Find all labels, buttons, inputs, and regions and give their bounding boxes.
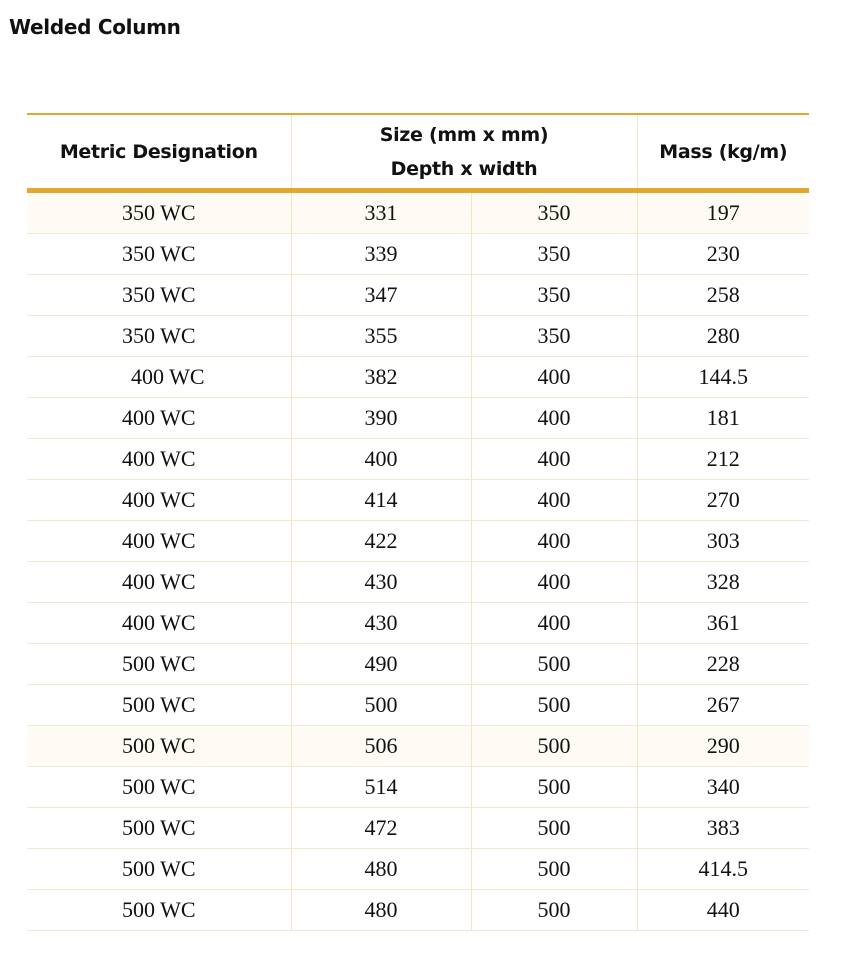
width-cell: 350 [471, 234, 637, 275]
table-row [27, 808, 809, 849]
table-row [27, 234, 809, 275]
mass-cell: 212 [637, 439, 809, 480]
depth-cell: 400 [291, 439, 471, 480]
header-metric-designation: Metric Designation [27, 114, 291, 191]
width-cell: 400 [471, 357, 637, 398]
designation-cell: 350 WC [27, 316, 291, 357]
table-row [27, 357, 809, 398]
width-cell: 500 [471, 767, 637, 808]
table-row [27, 767, 809, 808]
mass-cell: 290 [637, 726, 809, 767]
width-cell: 350 [471, 275, 637, 316]
mass-cell: 340 [637, 767, 809, 808]
mass-cell: 267 [637, 685, 809, 726]
width-cell: 500 [471, 644, 637, 685]
mass-cell: 197 [637, 191, 809, 234]
designation-text: 400 WC [130, 364, 205, 389]
header-row [27, 114, 809, 191]
width-cell: 500 [471, 808, 637, 849]
mass-cell: 383 [637, 808, 809, 849]
mass-cell: 181 [637, 398, 809, 439]
width-cell: 400 [471, 521, 637, 562]
depth-cell: 480 [291, 849, 471, 890]
mass-cell: 258 [637, 275, 809, 316]
depth-cell: 355 [291, 316, 471, 357]
mass-cell: 328 [637, 562, 809, 603]
designation-cell: 400 WC [27, 521, 291, 562]
depth-cell: 480 [291, 890, 471, 931]
depth-cell: 472 [291, 808, 471, 849]
designation-cell: 500 WC [27, 808, 291, 849]
mass-cell: 230 [637, 234, 809, 275]
header-size-title: Size (mm x mm) [379, 123, 549, 146]
header-size [291, 114, 637, 191]
designation-cell: 500 WC [27, 726, 291, 767]
depth-cell: 490 [291, 644, 471, 685]
designation-cell: 500 WC [27, 767, 291, 808]
mass-cell: 228 [637, 644, 809, 685]
table-row [27, 439, 809, 480]
designation-cell: 350 WC [27, 275, 291, 316]
designation-cell: 400 WC [27, 398, 291, 439]
width-cell: 350 [471, 316, 637, 357]
designation-cell: 500 WC [27, 890, 291, 931]
mass-cell: 361 [637, 603, 809, 644]
designation-cell: 500 WC [27, 644, 291, 685]
mass-cell: 270 [637, 480, 809, 521]
table-row [27, 726, 809, 767]
width-cell: 500 [471, 685, 637, 726]
header-size-subtitle: Depth x width [390, 157, 538, 180]
depth-cell: 422 [291, 521, 471, 562]
table-row [27, 644, 809, 685]
width-cell: 400 [471, 480, 637, 521]
table-row [27, 562, 809, 603]
designation-cell: 400 WC [27, 562, 291, 603]
table-row [27, 480, 809, 521]
depth-cell: 506 [291, 726, 471, 767]
table-row [27, 603, 809, 644]
table-row [27, 521, 809, 562]
table-row [27, 849, 809, 890]
table-row [27, 398, 809, 439]
depth-cell: 347 [291, 275, 471, 316]
mass-cell: 440 [637, 890, 809, 931]
width-cell: 400 [471, 398, 637, 439]
depth-cell: 514 [291, 767, 471, 808]
designation-cell: 500 WC [27, 685, 291, 726]
table-row [27, 316, 809, 357]
depth-cell: 430 [291, 603, 471, 644]
width-cell: 400 [471, 439, 637, 480]
table-row [27, 685, 809, 726]
width-cell: 500 [471, 726, 637, 767]
mass-cell: 303 [637, 521, 809, 562]
depth-cell: 414 [291, 480, 471, 521]
header-mass: Mass (kg/m) [637, 114, 809, 191]
designation-cell: 400 WC [27, 603, 291, 644]
page-title: Welded Column [9, 15, 181, 39]
welded-column-table [27, 113, 809, 931]
mass-cell: 280 [637, 316, 809, 357]
table-row [27, 890, 809, 931]
depth-cell: 331 [291, 191, 471, 234]
depth-cell: 382 [291, 357, 471, 398]
width-cell: 400 [471, 562, 637, 603]
table-row [27, 275, 809, 316]
designation-cell: 500 WC [27, 849, 291, 890]
designation-cell: 350 WC [27, 191, 291, 234]
width-cell: 500 [471, 890, 637, 931]
width-cell: 350 [471, 191, 637, 234]
depth-cell: 430 [291, 562, 471, 603]
designation-cell: 400 WC [27, 439, 291, 480]
table-row [27, 191, 809, 234]
depth-cell: 500 [291, 685, 471, 726]
width-cell: 500 [471, 849, 637, 890]
mass-cell: 144.5 [637, 357, 809, 398]
designation-cell: 400 WC [27, 480, 291, 521]
depth-cell: 390 [291, 398, 471, 439]
designation-cell: 350 WC [27, 234, 291, 275]
width-cell: 400 [471, 603, 637, 644]
depth-cell: 339 [291, 234, 471, 275]
designation-cell [27, 357, 291, 398]
mass-cell: 414.5 [637, 849, 809, 890]
